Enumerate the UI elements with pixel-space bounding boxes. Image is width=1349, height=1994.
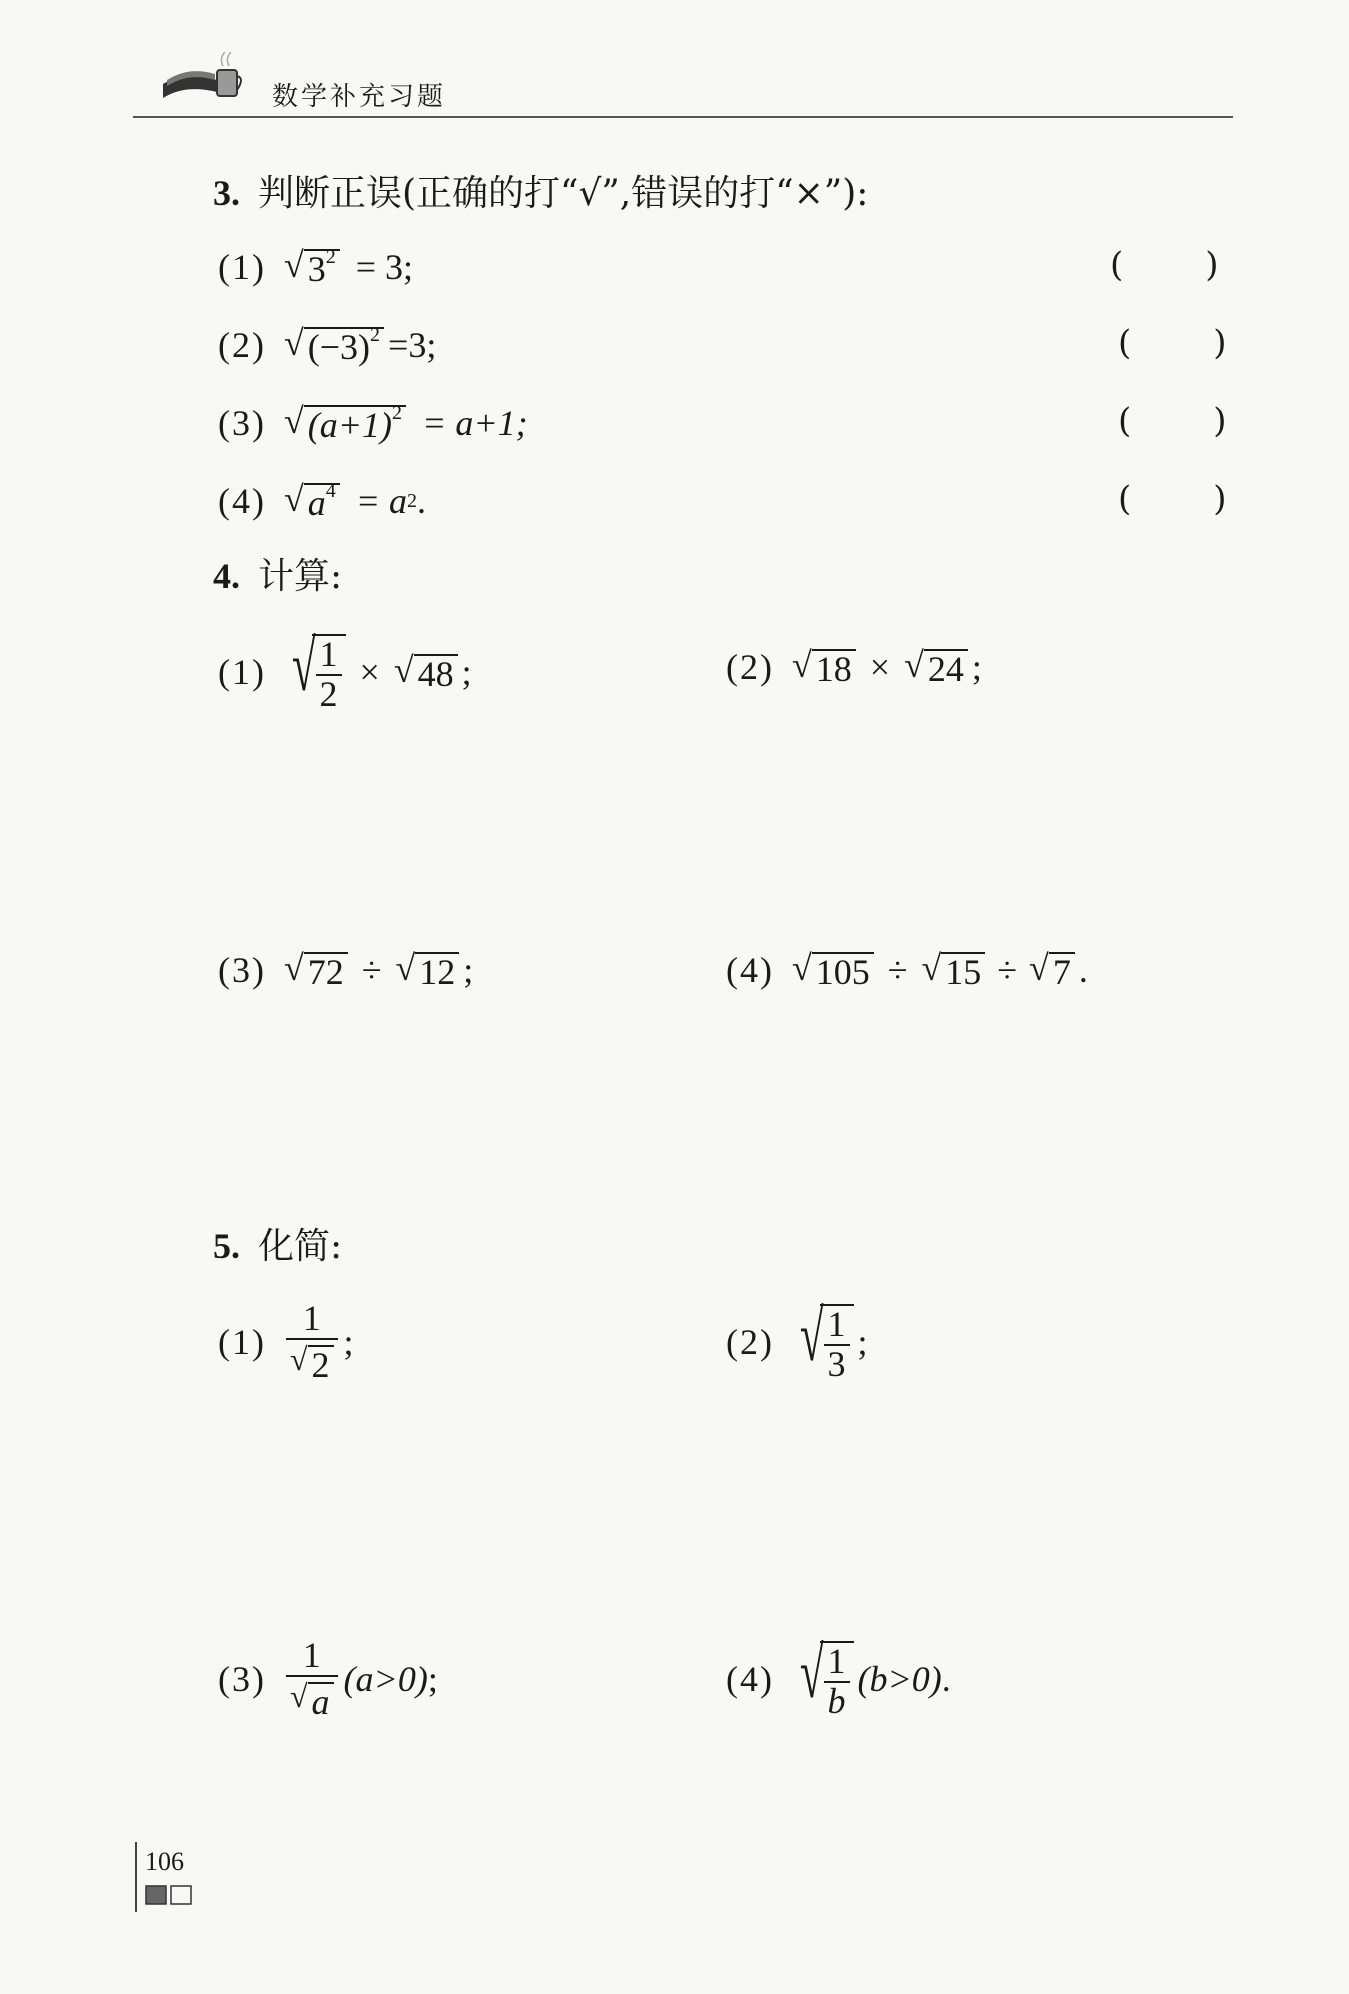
sqrt-expression: √ $a^4$ xyxy=(284,479,340,523)
question-4-title xyxy=(213,548,342,599)
answer-bracket[interactable]: ( ) xyxy=(1118,401,1227,441)
question-number: 5. xyxy=(213,1226,240,1266)
page-margin-bar xyxy=(135,1842,137,1912)
question-prompt: 化简: xyxy=(258,1226,343,1267)
q3-item-4: (4) √ $a^4$ = a 2 . xyxy=(218,479,427,523)
fraction: 1 √ 2 xyxy=(286,1300,338,1385)
q3-item-1: (1) √ $3^2$ = 3; xyxy=(218,245,414,289)
q5-item-4: (4) √ $\frac{1}{b}$ (b>0) . xyxy=(726,1633,951,1721)
sqrt-expression: √ 24 xyxy=(904,645,968,689)
question-5-title xyxy=(213,1218,342,1269)
sqrt-fraction: √ $\frac{1}{3}$ xyxy=(792,1300,854,1384)
sqrt-fraction: √ $\frac{1}{2}$ xyxy=(284,630,346,714)
sqrt-fraction: √ $\frac{1}{b}$ xyxy=(792,1637,854,1721)
page-number: 106 xyxy=(145,1847,184,1876)
sqrt-expression: √ 18 xyxy=(792,645,856,689)
q4-item-3: (3) √ 72 ÷ √ 12 ; xyxy=(218,948,474,992)
q4-item-1: (1) √ $\frac{1}{2}$ × √ 48 ; xyxy=(218,626,472,714)
sqrt-expression: √ $(a+1)^2$ xyxy=(284,401,406,445)
sqrt-expression: √ 15 xyxy=(922,948,986,992)
header-divider xyxy=(133,116,1233,118)
answer-bracket[interactable]: ( ) xyxy=(1118,479,1227,519)
sqrt-expression: √ 105 xyxy=(792,948,874,992)
sqrt-expression: √ 72 xyxy=(284,948,348,992)
books-and-mug-icon xyxy=(155,40,245,110)
question-number: 3. xyxy=(213,173,240,213)
q3-item-3: (3) √ $(a+1)^2$ = a+1; xyxy=(218,401,528,445)
header-title: 数学补充习题 xyxy=(272,82,447,112)
sqrt-expression: √ 48 xyxy=(394,650,458,694)
sqrt-expression: √ $(-3)^2$ xyxy=(284,323,384,367)
sqrt-expression: √ 7 xyxy=(1029,948,1075,992)
answer-bracket[interactable]: ( ) xyxy=(1110,245,1219,285)
page-squares-icon xyxy=(145,1885,197,1905)
question-prompt: 判断正误(正确的打“√”,错误的打“×”): xyxy=(258,173,869,214)
sqrt-expression: √ 12 xyxy=(396,948,460,992)
q5-item-2: (2) √ $\frac{1}{3}$ ; xyxy=(726,1296,868,1384)
q5-item-1: (1) 1 √ 2 ; xyxy=(218,1298,354,1385)
q3-item-2: (2) √ $(-3)^2$ =3; xyxy=(218,323,437,367)
question-number: 4. xyxy=(213,556,240,596)
q4-item-4: (4) √ 105 ÷ √ 15 ÷ √ 7 . xyxy=(726,948,1088,992)
fraction: 1 √ a xyxy=(286,1637,338,1722)
q5-item-3: (3) 1 √ a (a>0) ; xyxy=(218,1635,438,1722)
question-prompt: 计算: xyxy=(258,556,343,597)
sqrt-expression: √ $3^2$ xyxy=(284,245,340,289)
q4-item-2: (2) √ 18 × √ 24 ; xyxy=(726,645,982,689)
question-3-title xyxy=(213,165,868,216)
answer-bracket[interactable]: ( ) xyxy=(1118,323,1227,363)
